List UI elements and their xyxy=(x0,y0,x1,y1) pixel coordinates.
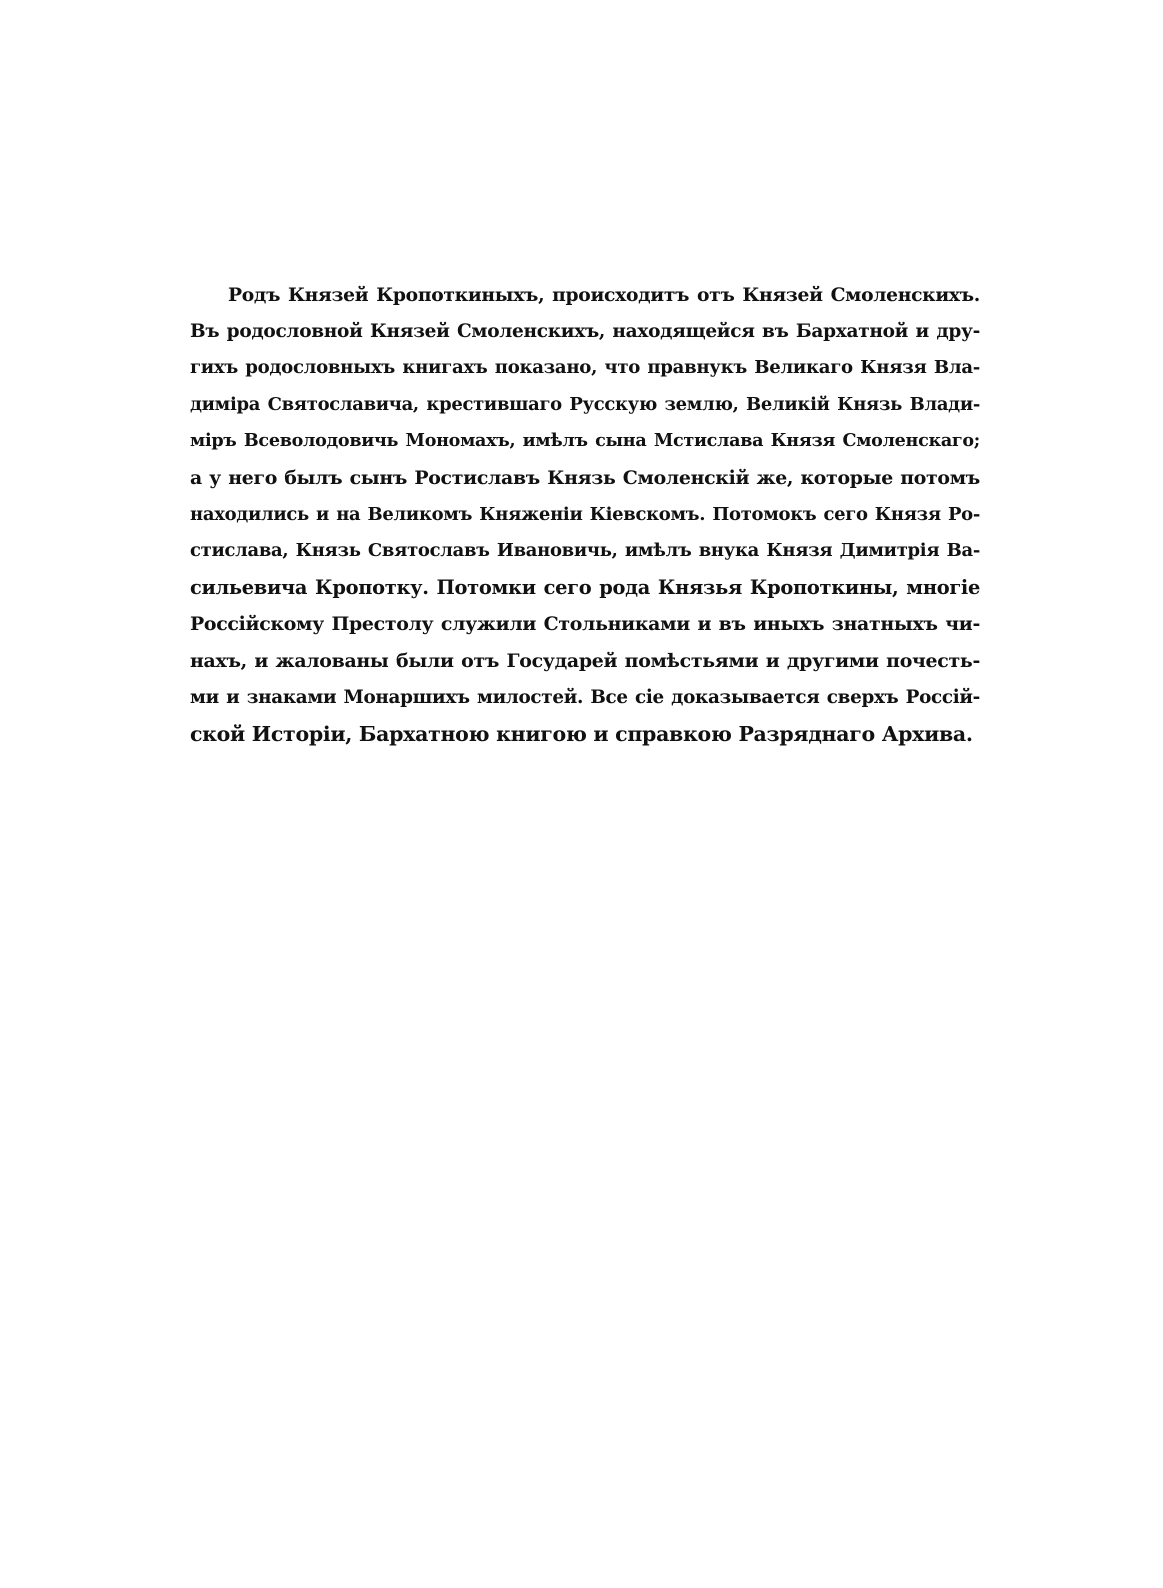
paragraph-line: а у него былъ сынъ Ростиславъ Князь Смоленскій же, которые потомъ xyxy=(190,466,980,489)
paragraph-line: міръ Всеволодовичь Мономахъ, имѣлъ сына Мстислава Князя Смоленскаго; xyxy=(190,431,980,452)
paragraph-line: находились и на Великомъ Княженіи Кіевскомъ. Потомокъ сего Князя Ро- xyxy=(190,503,980,525)
paragraph-line: стислава, Князь Святославъ Ивановичь, имѣлъ внука Князя Димитрія Ва- xyxy=(190,540,980,562)
paragraph-line: ской Исторіи, Бархатною книгою и справкою Разряднаго Архива. xyxy=(190,722,973,747)
paragraph-line: ми и знаками Монаршихъ милостей. Все сіе доказывается сверхъ Россій- xyxy=(190,686,980,708)
genealogy-paragraph xyxy=(190,277,980,753)
paragraph-line: Россійскому Престолу служили Стольниками и въ иныхъ знатныхъ чи- xyxy=(190,613,980,636)
paragraph-line: гихъ родословныхъ книгахъ показано, что правнукъ Великаго Князя Вла- xyxy=(190,357,980,379)
paragraph-line: сильевича Кропотку. Потомки сего рода Князья Кропоткины, многіе xyxy=(190,575,980,599)
paragraph-line: диміра Святославича, крестившаго Русскую землю, Великій Князь Влади- xyxy=(190,393,980,415)
paragraph-line: Родъ Князей Кропоткиныхъ, происходитъ отъ Князей Смоленскихъ. xyxy=(228,284,980,306)
paragraph-line: Въ родословной Князей Смоленскихъ, находящейся въ Бархатной и дру- xyxy=(190,320,980,342)
paragraph-line: нахъ, и жалованы были отъ Государей помѣстьями и другими почесть- xyxy=(190,649,980,672)
